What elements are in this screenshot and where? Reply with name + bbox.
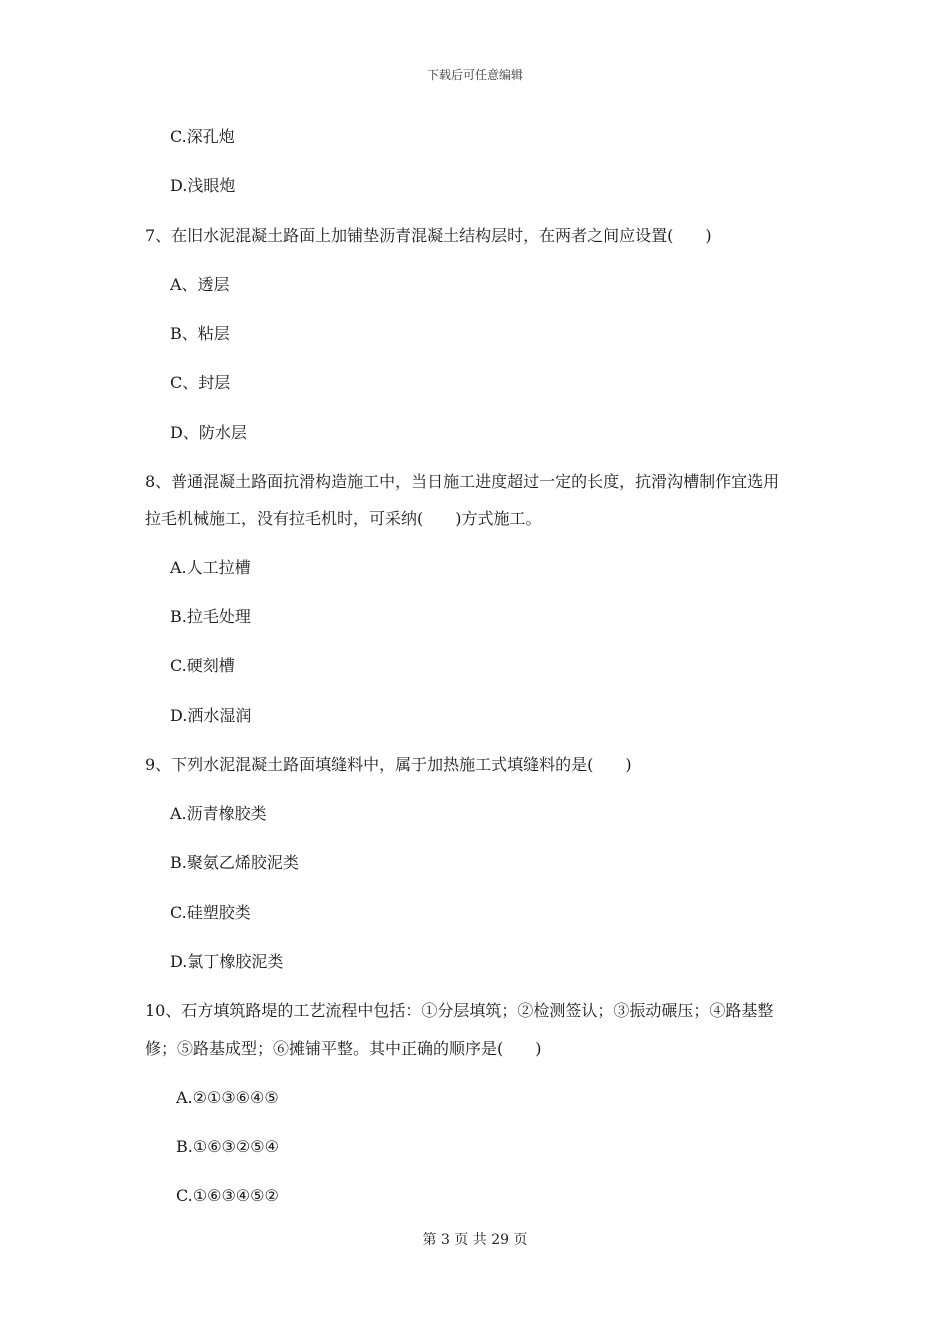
q10-stem-line1: 10、石方填筑路堤的工艺流程中包括：①分层填筑；②检测签认；③振动碾压；④路基整	[145, 1001, 774, 1020]
q9-option-a: A.沥青橡胶类	[170, 804, 267, 823]
q7-option-c: C、封层	[170, 373, 231, 392]
q9-option-b: B.聚氨乙烯胶泥类	[170, 853, 299, 872]
q10-option-c: C.①⑥③④⑤②	[176, 1186, 279, 1205]
q7-option-b: B、粘层	[170, 324, 230, 343]
q6-option-c: C.深孔炮	[170, 127, 235, 146]
q8-option-d: D.洒水湿润	[170, 706, 252, 725]
q8-stem-line2: 拉毛机械施工，没有拉毛机时，可采纳( )方式施工。	[145, 509, 542, 528]
q7-option-d: D、防水层	[170, 423, 247, 442]
page-header: 下载后可任意编辑	[426, 68, 523, 82]
q8-stem-line1: 8、普通混凝土路面抗滑构造施工中，当日施工进度超过一定的长度，抗滑沟槽制作宜选用	[145, 472, 780, 491]
q10-option-a: A.②①③⑥④⑤	[176, 1088, 279, 1107]
q8-option-b: B.拉毛处理	[170, 607, 251, 626]
q6-option-d: D.浅眼炮	[170, 176, 236, 195]
q8-option-a: A.人工拉槽	[170, 558, 251, 577]
q10-stem-line2: 修；⑤路基成型；⑥摊铺平整。其中正确的顺序是( )	[145, 1039, 542, 1058]
q9-option-c: C.硅塑胶类	[170, 903, 251, 922]
q7-stem: 7、在旧水泥混凝土路面上加铺垫沥青混凝土结构层时，在两者之间应设置( )	[145, 226, 712, 245]
q9-option-d: D.氯丁橡胶泥类	[170, 952, 284, 971]
page-footer: 第 3 页 共 29 页	[422, 1232, 528, 1248]
q7-option-a: A、透层	[170, 275, 230, 294]
q9-stem: 9、下列水泥混凝土路面填缝料中，属于加热施工式填缝料的是( )	[145, 755, 632, 774]
q10-option-b: B.①⑥③②⑤④	[176, 1137, 279, 1156]
q8-option-c: C.硬刻槽	[170, 656, 235, 675]
